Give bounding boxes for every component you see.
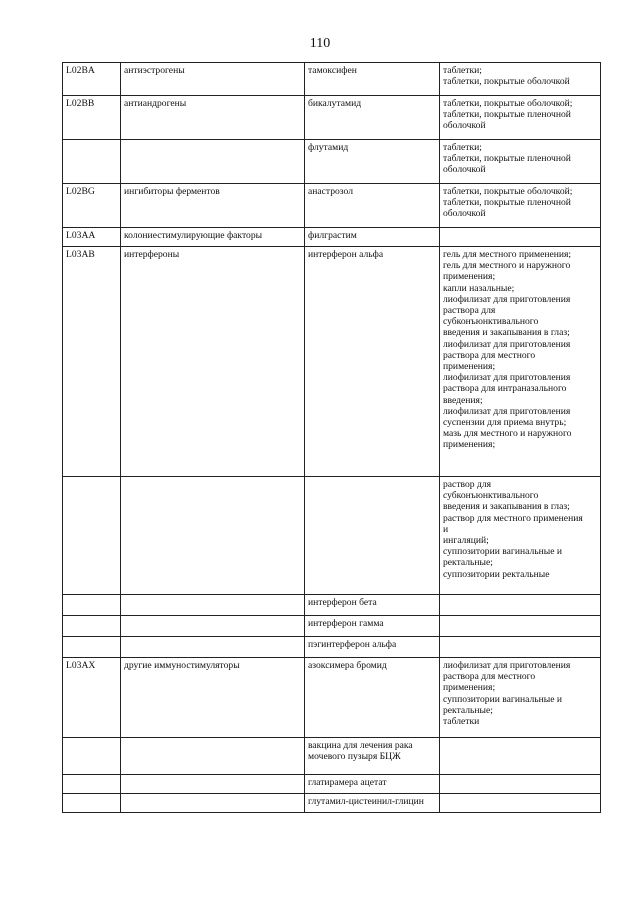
drug-group-cell xyxy=(121,595,305,616)
dosage-form-line: лиофилизат для приготовления xyxy=(443,293,571,305)
dosage-form-cell xyxy=(440,184,601,228)
drug-group-cell: ингибиторы ферментов xyxy=(121,184,305,228)
table-row xyxy=(63,794,601,813)
drug-group-cell xyxy=(121,637,305,658)
dosage-form-line: введения; xyxy=(443,394,483,406)
dosage-form-line: таблетки, покрытые оболочкой; xyxy=(443,186,573,197)
atc-code-cell xyxy=(63,616,121,637)
drug-name-cell: интерферон бета xyxy=(305,595,440,616)
atc-code-cell xyxy=(63,738,121,775)
dosage-form-cell xyxy=(440,63,601,96)
dosage-form-line: капли назальные; xyxy=(443,282,515,294)
drug-group-cell xyxy=(121,140,305,184)
dosage-form-cell xyxy=(440,738,601,775)
drug-group-cell: колониестимулирующие факторы xyxy=(121,228,305,247)
drug-name-cell xyxy=(305,477,440,595)
dosage-form-line: субконъюнктивального xyxy=(443,490,539,502)
dosage-form-line: таблетки, покрытые оболочкой xyxy=(443,76,570,88)
dosage-form-line: раствора для местного xyxy=(443,349,536,361)
dosage-form-line: введения и закапывания в глаз; xyxy=(443,501,570,513)
drug-group-cell xyxy=(121,616,305,637)
dosage-form-line: таблетки, покрытые пленочной xyxy=(443,109,571,121)
dosage-form-line: лиофилизат для приготовления xyxy=(443,372,571,384)
dosage-form-line: раствора для xyxy=(443,305,496,317)
dosage-form-line: гель для местного применения; xyxy=(443,249,572,260)
dosage-form-line: применения; xyxy=(443,682,496,694)
table-row xyxy=(63,595,601,616)
dosage-form-line: суппозитории вагинальные и xyxy=(443,546,562,558)
dosage-form-line: таблетки xyxy=(443,716,480,728)
dosage-form-cell xyxy=(440,140,601,184)
drug-group-cell xyxy=(121,477,305,595)
drug-name-cell: азоксимера бромид xyxy=(305,658,440,738)
dosage-form-line: лиофилизат для приготовления xyxy=(443,660,571,671)
drug-group-cell: другие иммуностимуляторы xyxy=(121,658,305,738)
dosage-form-line: суспензии для приема внутрь; xyxy=(443,417,567,429)
dosage-form-line: гель для местного и наружного xyxy=(443,260,571,272)
dosage-form-line: таблетки, покрытые оболочкой; xyxy=(443,98,573,109)
atc-code-cell xyxy=(63,595,121,616)
dosage-form-line: и xyxy=(443,523,449,535)
drug-group-cell xyxy=(121,794,305,813)
drug-group-cell: антиэстрогены xyxy=(121,63,305,96)
dosage-form-cell xyxy=(440,96,601,140)
drug-name-cell: глутамил-цистеинил-глицин xyxy=(305,794,440,813)
atc-code-cell xyxy=(63,775,121,794)
dosage-form-line: мазь для местного и наружного xyxy=(443,428,572,440)
dosage-form-line: субконъюнктивального xyxy=(443,316,539,328)
dosage-form-cell xyxy=(440,637,601,658)
drug-name-cell: вакцина для лечения рака мочевого пузыря БЦЖ xyxy=(305,738,440,775)
atc-code-cell: L02BB xyxy=(63,96,121,140)
atc-code-cell: L03AB xyxy=(63,247,121,477)
table-row xyxy=(63,637,601,658)
dosage-form-line: суппозитории вагинальные и xyxy=(443,693,562,705)
dosage-form-line: таблетки, покрытые пленочной xyxy=(443,197,571,209)
drug-name-cell: тамоксифен xyxy=(305,63,440,96)
atc-code-cell: L02BA xyxy=(63,63,121,96)
dosage-form-line: раствор для местного применения xyxy=(443,512,583,524)
drug-group-cell xyxy=(121,775,305,794)
dosage-form-line: применения; xyxy=(443,439,496,451)
table-row xyxy=(63,140,601,184)
drug-group-cell xyxy=(121,738,305,775)
table-row xyxy=(63,96,601,140)
drug-name-cell: филграстим xyxy=(305,228,440,247)
drug-name-cell: анастрозол xyxy=(305,184,440,228)
dosage-form-cell xyxy=(440,228,601,247)
dosage-form-line: ингаляций; xyxy=(443,535,489,547)
dosage-form-line: применения; xyxy=(443,271,496,283)
dosage-form-line: оболочкой xyxy=(443,208,486,220)
dosage-form-cell xyxy=(440,658,601,738)
dosage-form-line: раствор для xyxy=(443,479,492,490)
drug-name-cell: интерферон альфа xyxy=(305,247,440,477)
dosage-form-line: лиофилизат для приготовления xyxy=(443,405,571,417)
table-row xyxy=(63,247,601,477)
dosage-form-line: таблетки; xyxy=(443,65,482,76)
table-row xyxy=(63,228,601,247)
drug-name-cell: интерферон гамма xyxy=(305,616,440,637)
dosage-form-cell xyxy=(440,247,601,477)
table-row xyxy=(63,184,601,228)
dosage-form-line: оболочкой xyxy=(443,120,486,132)
dosage-form-line: таблетки; xyxy=(443,142,482,153)
dosage-form-line: раствора для интраназального xyxy=(443,383,567,395)
drug-group-cell: интерфероны xyxy=(121,247,305,477)
drug-name-cell: глатирамера ацетат xyxy=(305,775,440,794)
table-row xyxy=(63,477,601,595)
dosage-form-cell xyxy=(440,477,601,595)
dosage-form-cell xyxy=(440,794,601,813)
table-row xyxy=(63,658,601,738)
atc-code-cell xyxy=(63,477,121,595)
page-number: 110 xyxy=(309,36,331,51)
drug-group-cell: антиандрогены xyxy=(121,96,305,140)
drug-name-cell: бикалутамид xyxy=(305,96,440,140)
table-row xyxy=(63,616,601,637)
atc-code-cell: L03AA xyxy=(63,228,121,247)
dosage-form-line: суппозитории ректальные xyxy=(443,568,550,580)
atc-code-cell: L03AX xyxy=(63,658,121,738)
table-row xyxy=(63,63,601,96)
medication-table xyxy=(62,62,601,813)
drug-name-cell: флутамид xyxy=(305,140,440,184)
table-row xyxy=(63,775,601,794)
dosage-form-cell xyxy=(440,775,601,794)
dosage-form-cell xyxy=(440,595,601,616)
atc-code-cell xyxy=(63,794,121,813)
dosage-form-line: лиофилизат для приготовления xyxy=(443,338,571,350)
atc-code-cell xyxy=(63,140,121,184)
dosage-form-line: введения и закапывания в глаз; xyxy=(443,327,570,339)
medication-table-body xyxy=(63,63,601,813)
dosage-form-line: применения; xyxy=(443,361,496,373)
table-row xyxy=(63,738,601,775)
dosage-form-line: раствора для местного xyxy=(443,671,536,683)
dosage-form-cell xyxy=(440,616,601,637)
drug-name-cell: пэгинтерферон альфа xyxy=(305,637,440,658)
atc-code-cell: L02BG xyxy=(63,184,121,228)
dosage-form-line: таблетки, покрытые пленочной xyxy=(443,153,571,165)
atc-code-cell xyxy=(63,637,121,658)
dosage-form-line: ректальные; xyxy=(443,557,493,569)
dosage-form-line: оболочкой xyxy=(443,164,486,176)
dosage-form-line: ректальные; xyxy=(443,704,493,716)
